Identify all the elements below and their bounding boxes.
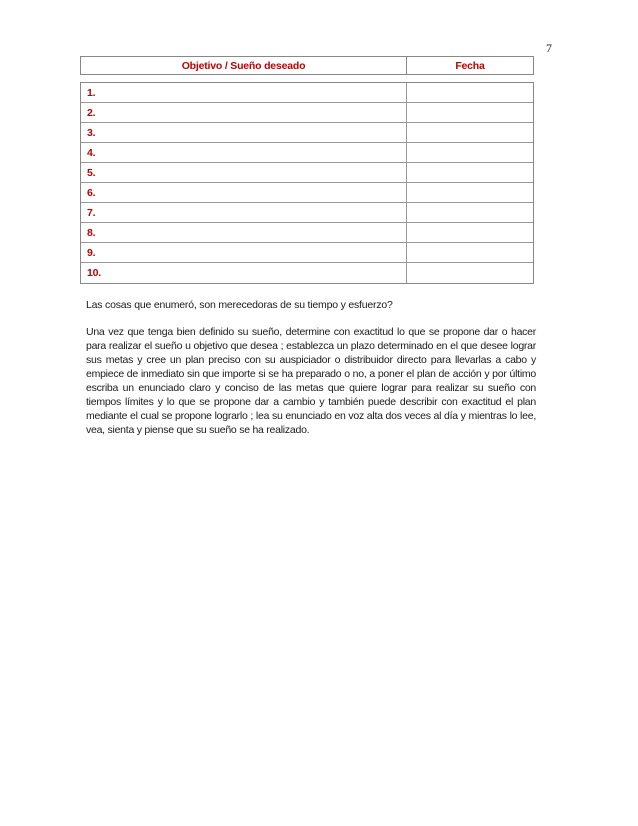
page-number: 7 [546,41,552,55]
row-number: 9. [81,243,407,262]
row-number: 8. [81,223,407,242]
table-row [81,183,533,203]
question-text: Las cosas que enumeró, son merecedoras de su tiempo y esfuerzo? [86,299,393,311]
body-paragraph: Una vez que tenga bien definido su sueño, determine con exactitud lo que se propone dar o hacer para realizar el sueño u objetivo que desea ; establezca un plazo determinado en el que desee lograr sus metas y cree un plan preciso con su auspiciador o distribuidor directo para llevarlas a cabo y empiece de inmediato sin que importe si se ha preparado o no, a poner el plan de acción y por último escriba un enunciado claro y conciso de las metas que quiere lograr para realizar su sueño con tiempos límites y lo que se propone dar a cambio y también puede describir con exactitud el plan mediante el cual se propone lograrlo ; lea su enunciado en voz alta dos veces al día y mientras lo lee, vea, sienta y piense que su sueño se ha realizado. [86,326,536,436]
table-row [81,163,533,183]
row-date [407,263,533,283]
row-date [407,183,533,202]
table-row [81,243,533,263]
row-number: 2. [81,103,407,122]
row-number: 3. [81,123,407,142]
row-date [407,203,533,222]
table-row [81,143,533,163]
row-number: 7. [81,203,407,222]
row-date [407,243,533,262]
table-row [81,103,533,123]
table-row [81,203,533,223]
header-date: Fecha [455,59,485,72]
row-number: 10. [81,263,407,283]
table-row [81,263,533,283]
row-date [407,143,533,162]
row-date [407,223,533,242]
row-number: 1. [81,83,407,102]
row-date [407,123,533,142]
goals-table-header [80,56,534,75]
table-row [81,123,533,143]
row-number: 6. [81,183,407,202]
row-date [407,103,533,122]
row-number: 4. [81,143,407,162]
row-date [407,83,533,102]
header-objective: Objetivo / Sueño deseado [81,57,407,74]
goals-table [80,82,534,284]
row-date [407,163,533,182]
row-number: 5. [81,163,407,182]
table-row [81,223,533,243]
table-row [81,83,533,103]
